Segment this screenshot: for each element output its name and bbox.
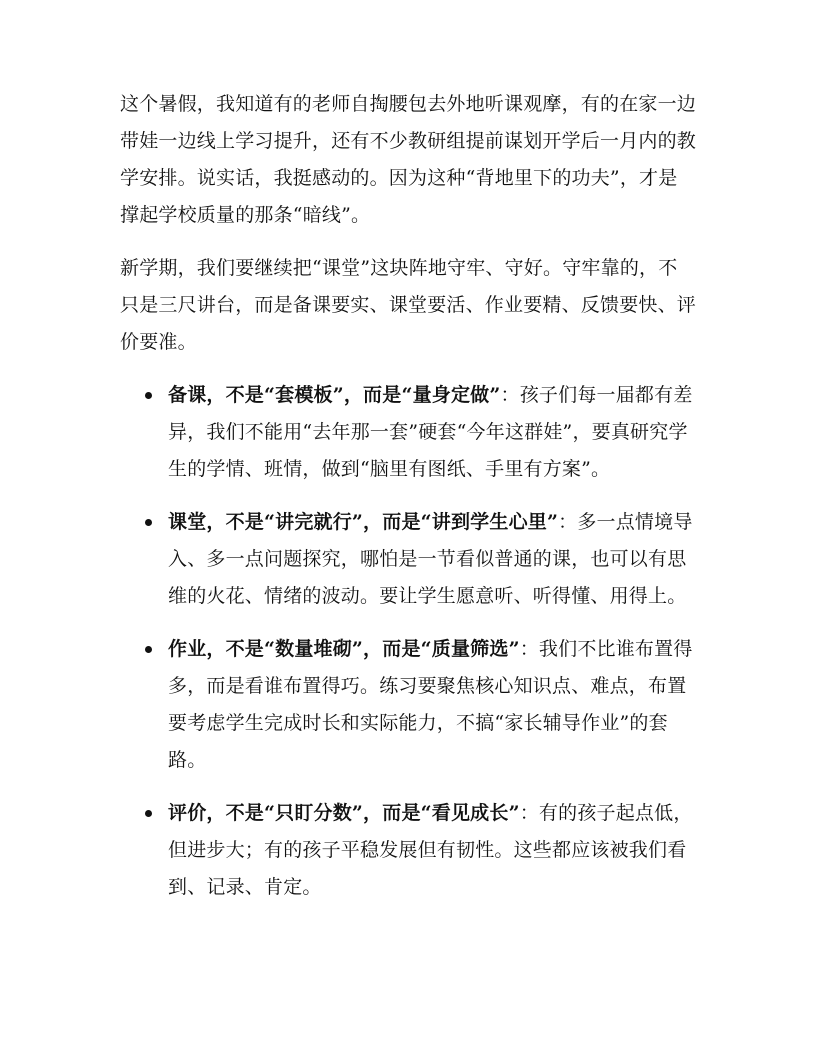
paragraph-summer-effort: 这个暑假，我知道有的老师自掏腰包去外地听课观摩，有的在家一边带娃一边线上学习提升，还有不少教研组提前谋划开学后一月内的教学安排。说实话，我挺感动的。因为这种“背地里下的功夫”，才是撑起学校质量的那条“暗线”。 bbox=[120, 93, 697, 226]
bullet-heading: 课堂，不是“讲完就行”，而是“讲到学生心里” bbox=[168, 511, 559, 533]
bullet-heading: 评价，不是“只盯分数”，而是“看见成长” bbox=[168, 802, 520, 824]
bullet-dot-icon bbox=[145, 810, 152, 817]
paragraph-new-semester: 新学期，我们要继续把“课堂”这块阵地守牢、守好。守牢靠的，不只是三尺讲台，而是备课要实、课堂要活、作业要精、反馈要快、评价要准。 bbox=[120, 257, 697, 353]
bullet-dot-icon bbox=[145, 519, 152, 526]
bullet-heading: 作业，不是“数量堆砌”，而是“质量筛选” bbox=[168, 638, 520, 660]
bullet-text: ：孩子们每一届都有差异，我们不能用“去年那一套”硬套“今年这群娃”，要真研究学生的学情、班情，做到“脑里有图纸、手里有方案”。 bbox=[168, 384, 693, 480]
bullet-item-homework bbox=[120, 631, 696, 779]
bullet-item-lesson-prep bbox=[120, 377, 696, 488]
bullet-dot-icon bbox=[145, 646, 152, 653]
bullet-heading: 备课，不是“套模板”，而是“量身定做” bbox=[168, 384, 501, 406]
bullet-list bbox=[120, 377, 696, 906]
bullet-text: ：有的孩子起点低，但进步大；有的孩子平稳发展但有韧性。这些都应该被我们看到、记录、肯定。 bbox=[168, 802, 693, 898]
bullet-item-classroom bbox=[120, 504, 696, 615]
document-page bbox=[120, 86, 696, 922]
bullet-dot-icon bbox=[145, 392, 152, 399]
bullet-text: ：我们不比谁布置得多，而是看谁布置得巧。练习要聚焦核心知识点、难点，布置要考虑学生完成时长和实际能力，不搞“家长辅导作业”的套路。 bbox=[168, 638, 693, 771]
bullet-item-evaluation bbox=[120, 795, 696, 906]
bullet-text: ：多一点情境导入、多一点问题探究，哪怕是一节看似普通的课，也可以有思维的火花、情绪的波动。要让学生愿意听、听得懂、用得上。 bbox=[168, 511, 693, 607]
